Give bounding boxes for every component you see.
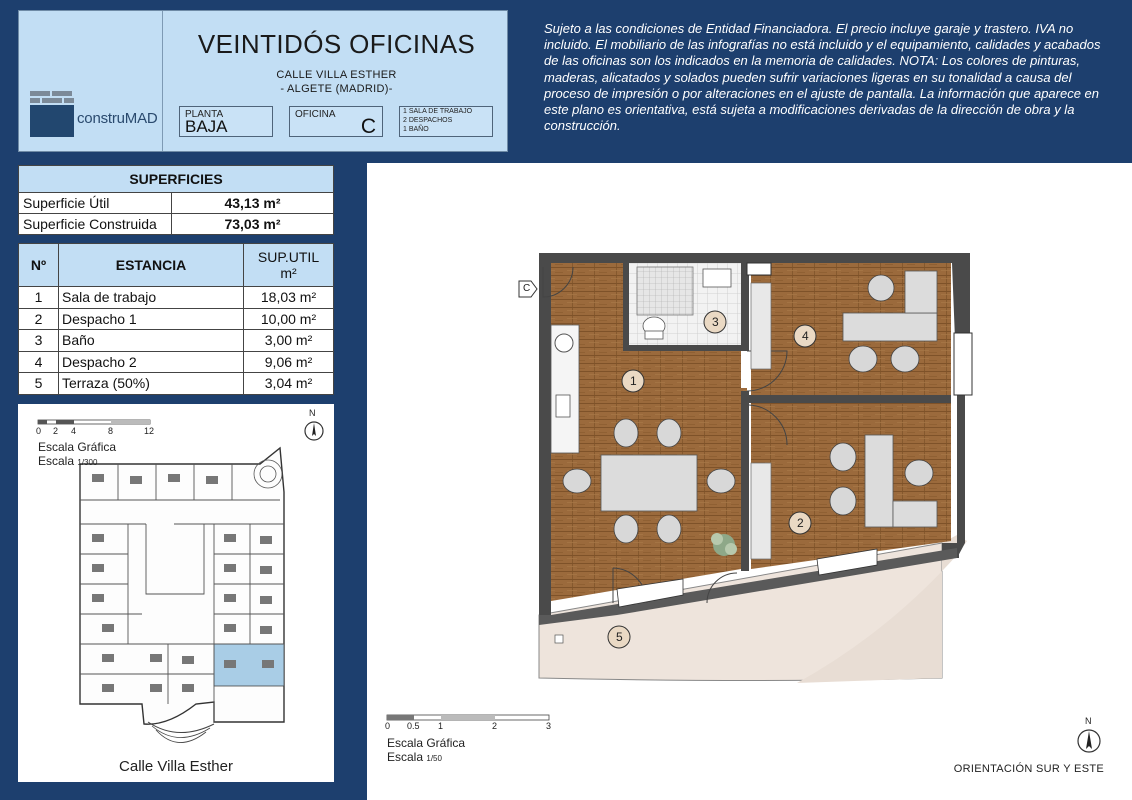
- col-header-area: [244, 244, 334, 287]
- disclaimer-text: Sujeto a las condiciones de Entidad Financiadora. El precio incluye garaje y trastero. IVA no incluido. El mobiliario de las infografías no está incluido y el equipamiento, calidades y acabados de las oficinas son los indicados en la memoria de calidades. NOTA: Los colores de pinturas, maderas, alicatados y solados pueden sufrir variaciones ligeras en su tonalidad a causa del proceso de impresión o por alteraciones en el ajuste de pantalla. La información que aparece en este plano es orientativa, está sujeta a modificaciones derivadas de la dirección de obra y la construcción.: [544, 21, 1101, 134]
- window: [954, 333, 972, 395]
- floor-plan-drawing: [367, 163, 1132, 800]
- room-area: 18,03 m²: [244, 287, 334, 309]
- desk-return: [893, 501, 937, 527]
- cooktop-icon: [556, 395, 570, 417]
- scale-tick: 2: [492, 721, 498, 731]
- east-wall: [957, 253, 970, 558]
- room-number-label: 1: [630, 374, 637, 388]
- room-area: 9,06 m²: [244, 351, 334, 373]
- scale-label: Escala: [387, 750, 424, 764]
- room-area: 3,00 m²: [244, 330, 334, 352]
- rooms-table: [18, 243, 334, 395]
- table-row: [19, 193, 334, 214]
- desk: [865, 435, 893, 527]
- superficies-title: SUPERFICIES: [19, 166, 334, 193]
- superficie-label: Superficie Útil: [19, 193, 172, 214]
- description-line: 2 DESPACHOS: [403, 117, 453, 124]
- room-number: 1: [19, 287, 59, 309]
- page-title: VEINTIDÓS OFICINAS: [197, 29, 476, 59]
- room-area: 3,04 m²: [244, 373, 334, 395]
- description-line: 1 SALA DE TRABAJO: [403, 108, 473, 115]
- oficina-field: [289, 106, 383, 137]
- col-header-room: ESTANCIA: [59, 244, 244, 287]
- office-description: [399, 106, 493, 137]
- scale-title: Escala Gráfica: [387, 736, 466, 750]
- north-arrow-icon: [1078, 730, 1100, 752]
- room-area: 10,00 m²: [244, 308, 334, 330]
- desk: [843, 313, 937, 341]
- superficie-value: 73,03 m²: [172, 214, 334, 235]
- room-number: 5: [19, 373, 59, 395]
- table-row: [19, 351, 334, 373]
- entrance-steps-outer2: [156, 730, 206, 743]
- room-name: Terraza (50%): [59, 373, 244, 395]
- cabinet: [751, 463, 771, 559]
- oficina-label: OFICINA: [295, 109, 336, 120]
- scale-ratio-line: [387, 750, 442, 764]
- scale-tick: 4: [71, 426, 77, 436]
- scale-tick: 1: [438, 721, 444, 731]
- room-name: Despacho 2: [59, 351, 244, 373]
- table-row: [19, 287, 334, 309]
- logo-suffix: MAD: [124, 110, 158, 127]
- desk-return: [905, 271, 937, 313]
- orientation-label: ORIENTACIÓN SUR Y ESTE: [953, 763, 1104, 775]
- scale-tick: 0.5: [407, 721, 420, 731]
- scale-tick: 0: [36, 426, 42, 436]
- north-arrow-icon: [305, 422, 323, 440]
- scale-label: Escala: [38, 454, 75, 468]
- street-name: Calle Villa Esther: [119, 758, 233, 775]
- address-line2: - ALGETE (MADRID)-: [280, 83, 393, 95]
- col-header-area-line2: m²: [280, 265, 297, 281]
- north-wall: [539, 253, 970, 263]
- logo-text: [77, 110, 158, 127]
- washbasin-icon: [703, 269, 731, 287]
- scale-tick: 12: [144, 426, 155, 436]
- superficies-table: [18, 165, 334, 235]
- room-number-label: 4: [802, 329, 809, 343]
- room-number-label: 3: [712, 315, 719, 329]
- logo-prefix: constru: [77, 110, 125, 127]
- meeting-table: [601, 455, 697, 511]
- scale-tick: 8: [108, 426, 114, 436]
- description-line: 1 BAÑO: [403, 126, 429, 133]
- oficina-value: C: [360, 115, 376, 138]
- table-row: [19, 308, 334, 330]
- sink-icon: [555, 334, 573, 352]
- toilet-tank-icon: [645, 331, 663, 339]
- room-name: Sala de trabajo: [59, 287, 244, 309]
- north-label: N: [309, 408, 316, 418]
- col-header-number: Nº: [19, 244, 59, 287]
- drain-icon: [555, 635, 563, 643]
- shower-tray: [637, 267, 693, 315]
- room-number-label: 2: [797, 516, 804, 530]
- address-line1: CALLE VILLA ESTHER: [276, 69, 397, 81]
- scale-title: Escala Gráfica: [38, 440, 117, 454]
- planta-field: [179, 106, 273, 137]
- scale-tick: 3: [546, 721, 552, 731]
- room-number: 4: [19, 351, 59, 373]
- scale-tick: 2: [53, 426, 59, 436]
- planta-label: PLANTA: [185, 109, 224, 120]
- table-row: [19, 214, 334, 235]
- floor-plan-panel: [367, 163, 1132, 800]
- scale-tick: 0: [385, 721, 391, 731]
- entrance-label: C: [523, 283, 531, 294]
- building-overview-map: [18, 404, 334, 782]
- scale-ratio: 1/50: [426, 754, 442, 763]
- cabinet: [751, 283, 771, 369]
- logo-bricks-icon: [30, 91, 74, 137]
- scale-ratio-line: [38, 454, 97, 468]
- superficie-label: Superficie Construida: [19, 214, 172, 235]
- scale-ratio: 1/300: [77, 458, 98, 467]
- header-card: [18, 10, 508, 152]
- room-name: Baño: [59, 330, 244, 352]
- room-number: 2: [19, 308, 59, 330]
- west-wall: [539, 253, 551, 615]
- superficie-value: 43,13 m²: [172, 193, 334, 214]
- table-row: [19, 373, 334, 395]
- room-number-label: 5: [616, 630, 623, 644]
- planta-value: BAJA: [185, 117, 228, 136]
- col-header-area-line1: SUP.UTIL: [257, 249, 320, 265]
- north-label: N: [1085, 716, 1092, 726]
- logo: [19, 11, 163, 151]
- window: [747, 263, 771, 275]
- room-number: 3: [19, 330, 59, 352]
- scale-bar: [387, 715, 549, 720]
- table-row: [19, 330, 334, 352]
- scale-bar: [38, 420, 150, 424]
- room-name: Despacho 1: [59, 308, 244, 330]
